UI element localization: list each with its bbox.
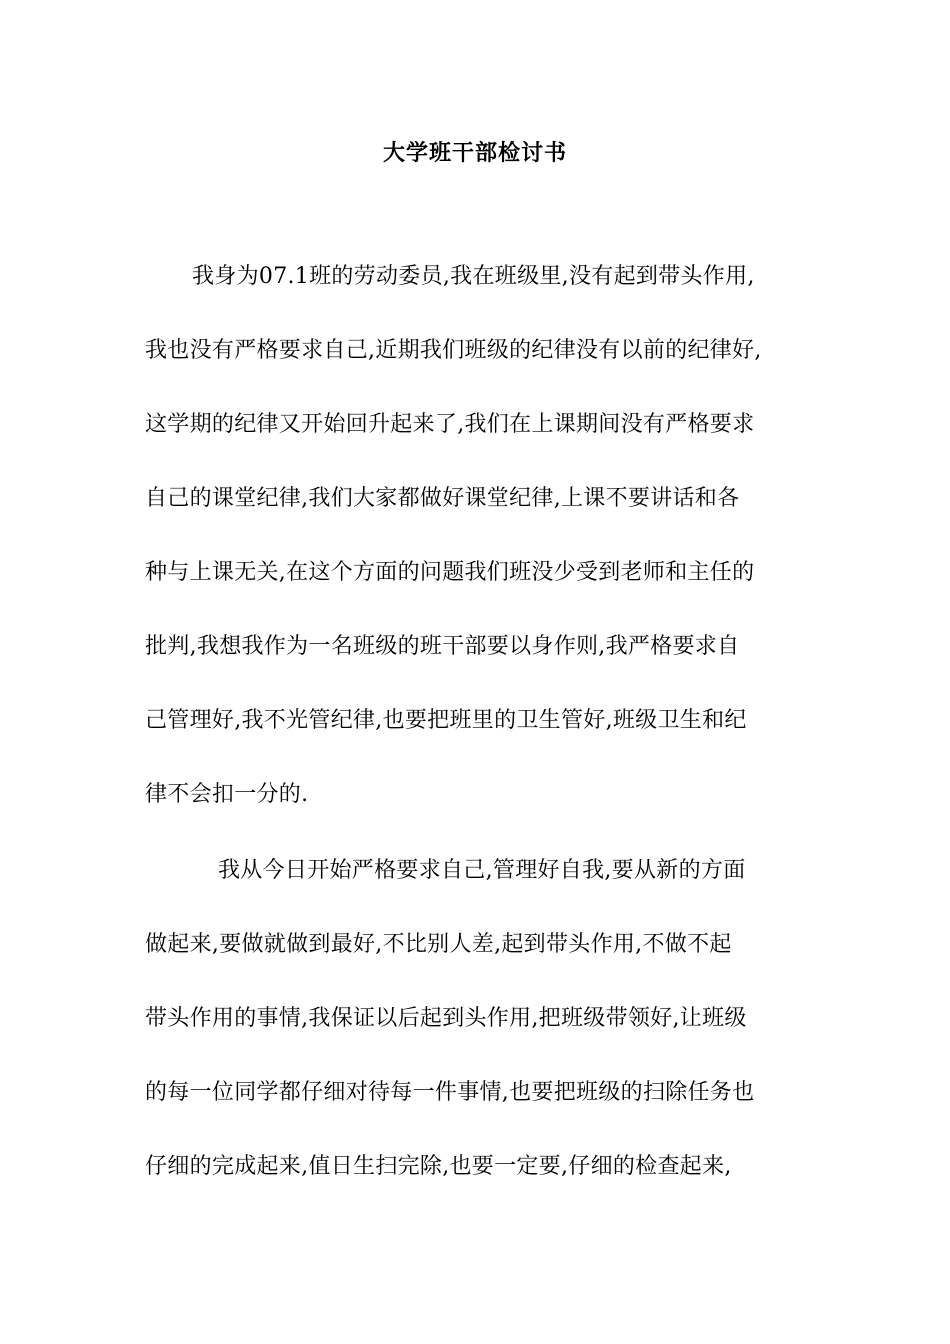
paragraph-1-line-6: 批判,我想我作为一名班级的班干部要以身作则,我严格要求自 bbox=[145, 634, 740, 659]
paragraph-2-line-5: 仔细的完成起来,值日生扫完除,也要一定要,仔细的检查起来, bbox=[145, 1154, 732, 1179]
paragraph-2-line-1: 我从今日开始严格要求自己,管理好自我,要从新的方面 bbox=[218, 858, 746, 883]
paragraph-2-line-3: 带头作用的事情,我保证以后起到头作用,把班级带领好,让班级 bbox=[145, 1006, 747, 1031]
paragraph-1-line-3: 这学期的纪律又开始回升起来了,我们在上课期间没有严格要求 bbox=[145, 412, 755, 437]
paragraph-1-line-2: 我也没有严格要求自己,近期我们班级的纪律没有以前的纪律好, bbox=[145, 338, 762, 363]
paragraph-2-line-2: 做起来,要做就做到最好,不比别人差,起到带头作用,不做不起 bbox=[145, 932, 732, 957]
paragraph-1-line-4: 自己的课堂纪律,我们大家都做好课堂纪律,上课不要讲话和各 bbox=[145, 486, 740, 511]
paragraph-1-line-8: 律不会扣一分的. bbox=[145, 782, 309, 807]
paragraph-1-line-1: 我身为07.1班的劳动委员,我在班级里,没有起到带头作用, bbox=[192, 264, 755, 289]
paragraph-2-line-4: 的每一位同学都仔细对待每一件事情,也要把班级的扫除任务也 bbox=[145, 1080, 755, 1105]
document-title: 大学班干部检讨书 bbox=[382, 140, 567, 166]
paragraph-1-line-7: 己管理好,我不光管纪律,也要把班里的卫生管好,班级卫生和纪 bbox=[145, 708, 747, 733]
paragraph-1-line-5: 种与上课无关,在这个方面的问题我们班没少受到老师和主任的 bbox=[145, 560, 755, 585]
